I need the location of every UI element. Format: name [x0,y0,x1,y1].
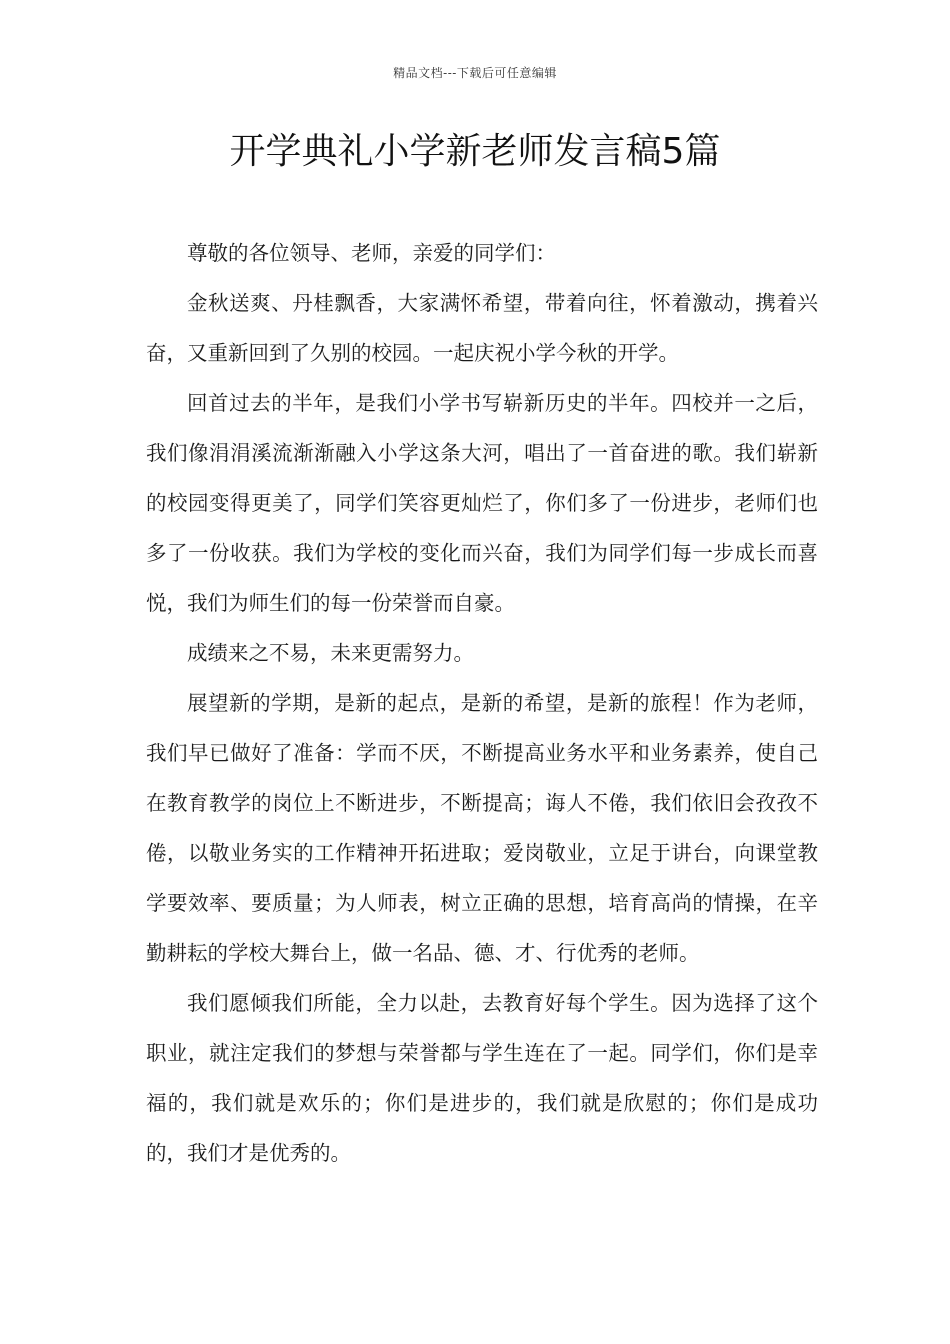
paragraph: 我们愿倾我们所能，全力以赴，去教育好每个学生。因为选择了这个职业，就注定我们的梦想与荣誉都与学生连在了一起。同学们，你们是幸福的，我们就是欢乐的；你们是进步的，我们就是欣慰的；你们是成功的，我们才是优秀的。 [146,991,818,1165]
paragraph: 成绩来之不易，未来更需努力。 [187,641,474,665]
header-note: 精品文档---下载后可任意编辑 [393,66,557,80]
paragraph-salutation: 尊敬的各位领导、老师，亲爱的同学们： [187,241,556,265]
paragraph: 金秋送爽、丹桂飘香，大家满怀希望，带着向往，怀着激动，携着兴奋，又重新回到了久别的校园。一起庆祝小学今秋的开学。 [146,291,818,365]
document-title: 开学典礼小学新老师发言稿5篇 [229,131,721,172]
document-body [146,228,818,1178]
paragraph: 回首过去的半年，是我们小学书写崭新历史的半年。四校并一之后，我们像涓涓溪流渐渐融入小学这条大河，唱出了一首奋进的歌。我们崭新的校园变得更美了，同学们笑容更灿烂了，你们多了一份进步，老师们也多了一份收获。我们为学校的变化而兴奋，我们为同学们每一步成长而喜悦，我们为师生们的每一份荣誉而自豪。 [146,391,818,615]
paragraph: 展望新的学期，是新的起点，是新的希望，是新的旅程！作为老师，我们早已做好了准备：学而不厌，不断提高业务水平和业务素养，使自己在教育教学的岗位上不断进步，不断提高；诲人不倦，我们依旧会孜孜不倦，以敬业务实的工作精神开拓进取；爱岗敬业，立足于讲台，向课堂教学要效率、要质量；为人师表，树立正确的思想，培育高尚的情操，在辛勤耕耘的学校大舞台上，做一名品、德、才、行优秀的老师。 [146,691,818,965]
